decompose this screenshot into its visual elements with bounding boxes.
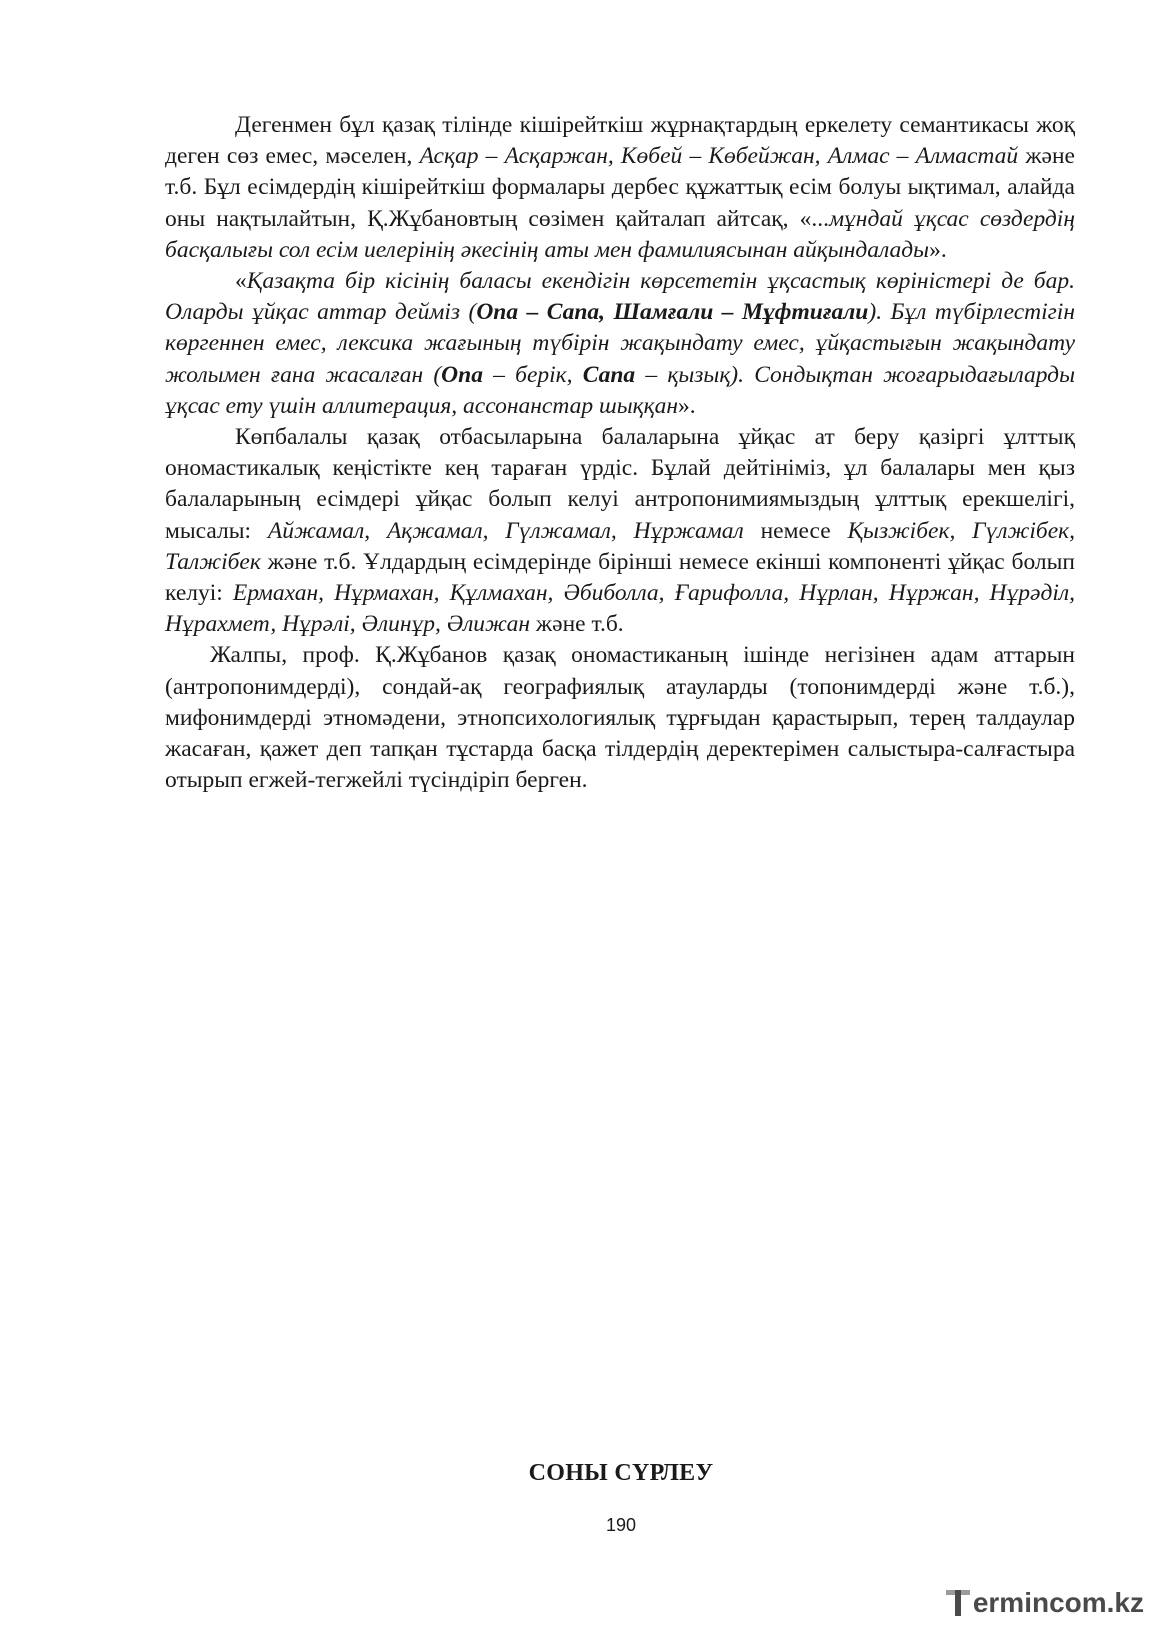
text-run: Дегенмен бұл қазақ тілінде кішірейткіш жұрнақтардың еркелету семантикасы жоқ деген сөз емес, мәселен,: [165, 112, 1075, 170]
text-run: ».: [929, 236, 947, 263]
text-run: Жалпы, проф. Қ.Жұбанов қазақ ономастиканың ішінде негізінен адам аттарын (антропонимдерді), сондай-ақ географиялық атауларды (топонимдерді және т.б.), мифонимдерді этномәдени, этнопсихологиялық тұрғыдан қарастырып, терең талдаулар жасаған, қажет деп тапқан тұстарда басқа тілдердің деректерімен салыстыра-салғастыра отырып егжей-тегжейлі түсіндіріп берген.: [165, 642, 1075, 794]
text-run: ».: [678, 392, 696, 419]
italic-text: Ермахан, Нұрмахан, Құлмахан, Әбиболла, Ғарифолла, Нұрлан, Нұржан, Нұрәділ, Нұрахмет, Нұрәлі, Әлинұр, Әлижан: [165, 580, 1075, 638]
text-run: «: [235, 268, 247, 295]
watermark[interactable]: [945, 1587, 1144, 1619]
page-number: 190: [605, 1515, 637, 1535]
paragraph: [165, 266, 1075, 422]
italic-text: – берік,: [482, 361, 583, 388]
text-run: және т.б. Ұлдардың есімдерінде бірінші немесе екінші компоненті ұйқас болып келуі:: [165, 548, 1075, 607]
italic-text: [583, 362, 635, 388]
text-run: немесе: [743, 517, 848, 544]
italic-text: Қызжібек, Гүлжібек, Талжібек: [165, 517, 1075, 575]
italic-text: [476, 299, 868, 325]
section-title: СОНЫ СҮРЛЕУ: [528, 1460, 714, 1486]
document-body: [165, 110, 1075, 796]
termincom-logo-icon: [945, 1588, 971, 1618]
emphasis-text: Опа – Сапа, Шамғали – Мұфтиғали: [476, 299, 869, 326]
italic-text: Айжамал, Ақжамал, Гүлжамал, Нұржамал: [267, 517, 744, 544]
paragraph: [165, 640, 1075, 796]
text-run: және т.б.: [530, 611, 624, 638]
paragraph: [165, 422, 1075, 640]
text-run: Көпбалалы қазақ отбасыларына балаларына ұйқас ат беру қазіргі ұлттық ономастикалық кеңістікте кең тараған үрдіс. Бұлай дейтініміз, ұл балалары мен қыз балаларының есімдері ұйқас болып келуі антропонимиямыздың ұлттық ерекшелігі, мысалы:: [165, 424, 1075, 544]
italic-text: ). Бұл түбірлестігін көргеннен емес, лексика жағының түбірін жақындату емес, ұйқастығын жақындату жолымен ғана жасалған (: [165, 299, 1075, 388]
watermark-text: ermincom.kz: [972, 1587, 1144, 1618]
italic-text: – қызық). Сондықтан жоғарыдағыларды ұқсас ету үшін аллитерация, ассонанстар шыққан: [165, 361, 1075, 419]
italic-text: [441, 362, 483, 388]
emphasis-text: Опа: [441, 361, 483, 388]
italic-text: мұндай ұқсас сөздердің басқалығы сол есім иелерінің әкесінің аты мен фамилиясынан айқындалады: [165, 205, 1075, 263]
text-run: және т.б. Бұл есімдердің кішірейткіш формалары дербес құжаттық есім болуы ықтимал, алайда оны нақтылайтын, Қ.Жұбановтың сөзімен қайталап айтсақ, «...: [165, 143, 1075, 232]
italic-text: Асқар – Асқаржан, Көбей – Көбейжан, Алмас – Алмастай: [419, 143, 1019, 170]
emphasis-text: Сапа: [582, 361, 636, 388]
paragraph: [165, 110, 1075, 266]
italic-text: Қазақта бір кісінің баласы екендігін көрсететін ұқсастық көріністері де бар. Оларды ұйқас аттар дейміз (: [165, 268, 1075, 326]
